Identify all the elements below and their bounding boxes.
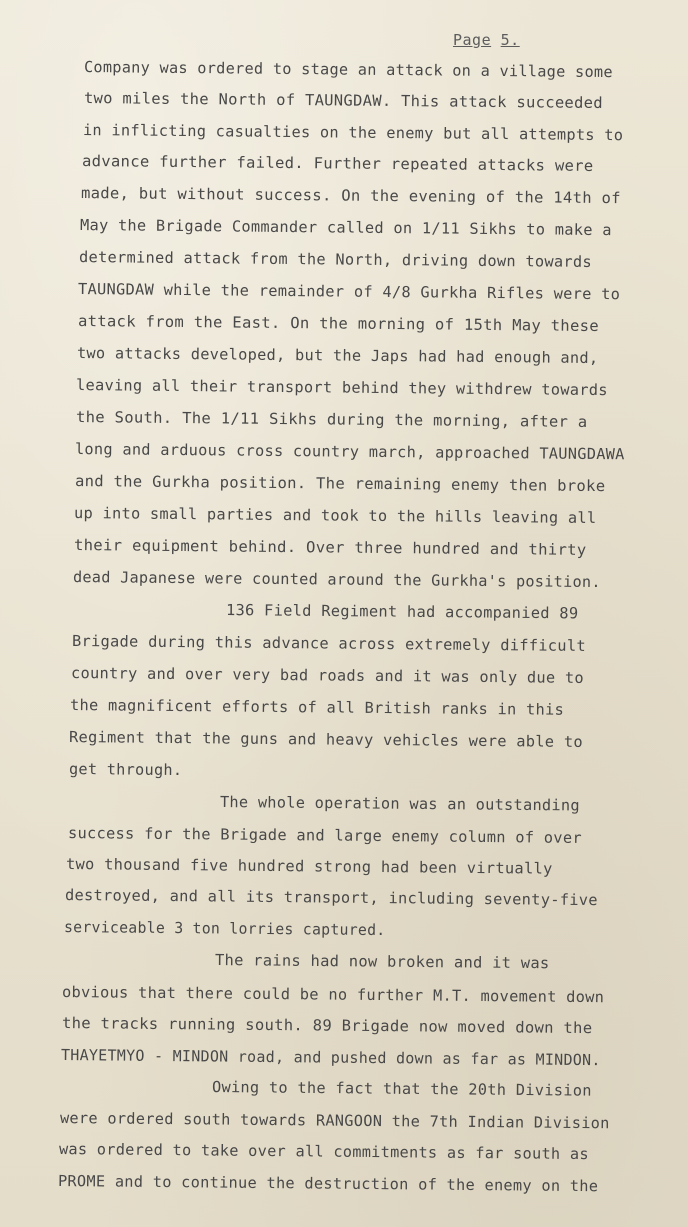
text-line: in inflicting casualties on the enemy but all attempts to — [82, 121, 624, 145]
text-line: The whole operation was an outstanding — [219, 793, 580, 815]
text-line: Brigade during this advance across extremely difficult — [71, 632, 587, 655]
text-line: attack from the East. On the morning of 15th May these — [77, 312, 600, 336]
text-line: obvious that there could be no further M.T. movement down — [61, 983, 605, 1007]
text-line: Regiment that the guns and heavy vehicles were able to — [68, 728, 584, 751]
text-line: 136 Field Regiment had accompanied 89 — [225, 601, 579, 623]
text-line: the magnificent efforts of all British ranks in this — [69, 696, 565, 719]
text-line: get through. — [68, 760, 183, 780]
text-line: two attacks developed, but the Japs had had enough and, — [76, 344, 599, 368]
text-line: Owing to the fact that the 20th Division — [211, 1078, 592, 1100]
text-line: destroyed, and all its transport, including seventy-five — [64, 886, 598, 910]
text-line: May the Brigade Commander called on 1/11 Sikhs to make a — [79, 216, 612, 240]
text-line: serviceable 3 ton lorries captured. — [63, 918, 386, 940]
text-line: the South. The 1/11 Sikhs during the morning, after a — [75, 408, 588, 431]
text-line: their equipment behind. Over three hundred and thirty — [73, 536, 587, 559]
text-line: the tracks running south. 89 Brigade now moved down the — [61, 1014, 593, 1038]
text-line: leaving all their transport behind they withdrew towards — [75, 376, 608, 400]
text-line: success for the Brigade and large enemy column of over — [67, 824, 583, 847]
text-line: were ordered south towards RANGOON the 7th Indian Division — [59, 1109, 610, 1133]
text-line: THAYETMYO - MINDON road, and pushed down as far as MINDON. — [60, 1046, 601, 1070]
text-line: dead Japanese were counted around the Gurkha's position. — [72, 568, 601, 592]
text-line: TAUNGDAW while the remainder of 4/8 Gurkha Rifles were to — [77, 280, 621, 304]
text-line: PROME and to continue the destruction of the enemy on the — [57, 1172, 599, 1196]
text-line: long and arduous cross country march, approached TAUNGDAWA — [74, 440, 625, 464]
page-label: Page — [453, 31, 492, 49]
page-number-value: 5. — [500, 31, 520, 49]
text-line: and the Gurkha position. The remaining enemy then broke — [74, 472, 606, 496]
text-line: The rains had now broken and it was — [214, 951, 550, 973]
text-line: determined attack from the North, driving down towards — [78, 248, 593, 271]
text-line: two thousand five hundred strong had been virtually — [65, 855, 553, 878]
text-line: Company was ordered to stage an attack on a village some — [83, 58, 613, 82]
text-line: two miles the North of TAUNGDAW. This attack succeeded — [83, 89, 604, 112]
text-line: was ordered to take over all commitments as far south as — [58, 1140, 589, 1164]
text-line: made, but without success. On the evening of the 14th of — [80, 184, 621, 208]
text-line: up into small parties and took to the hills leaving all — [73, 504, 597, 528]
text-line: advance further failed. Further repeated attacks were — [81, 152, 594, 175]
page-number — [453, 31, 520, 49]
text-line: country and over very bad roads and it was only due to — [70, 664, 585, 687]
